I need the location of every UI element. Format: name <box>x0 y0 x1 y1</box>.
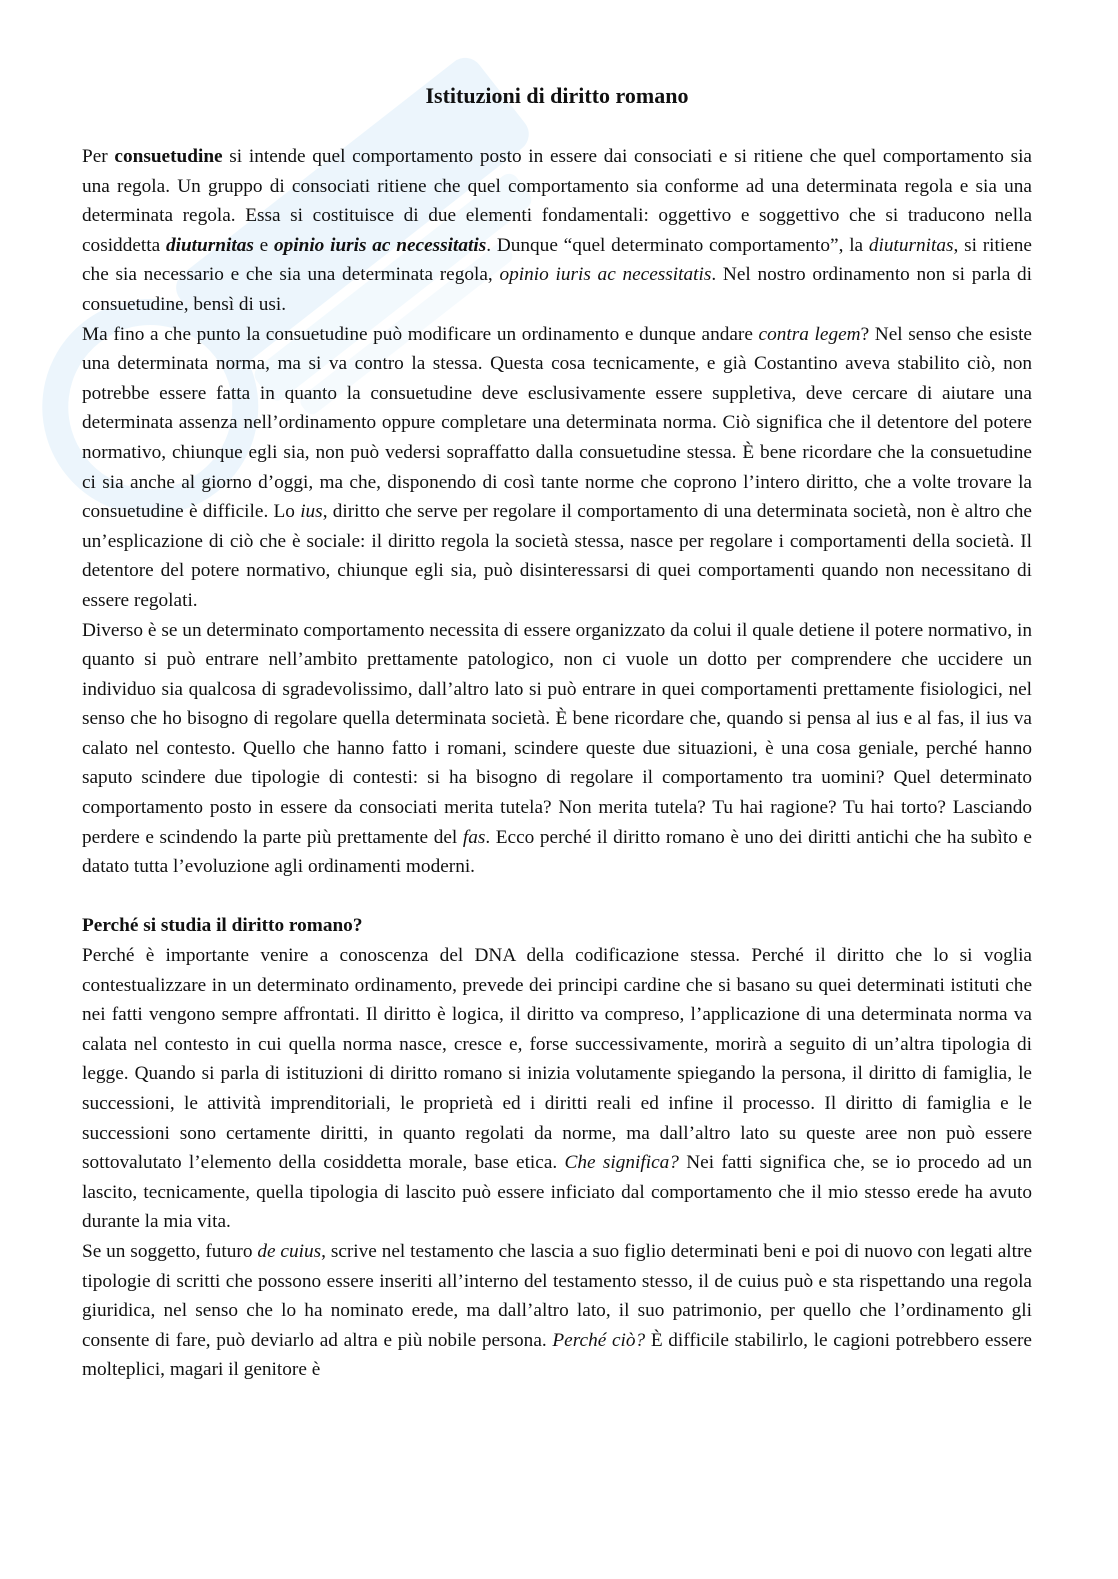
section-heading: Perché si studia il diritto romano? <box>82 915 363 937</box>
page-title: Istituzioni di diritto romano <box>425 83 689 108</box>
paragraph-de-cuius: Se un soggetto, futuro de cuius, scrive nel testamento che lascia a suo figlio determinati beni e poi di nuovo con legati altre tipologie di scritti che possono essere inseriti all’interno del testamento stesso, il de cuius può e sta rispettando una regola giuridica, nel senso che lo ha nominato erede, ma dall’altro lato, il suo patrimonio, per quello che l’ordinamento gli consente di fare, può deviarlo ad altra e più nobile persona. Perché ciò? È difficile stabilirlo, le cagioni potrebbero essere molteplici, magari il genitore è <box>82 1240 1033 1381</box>
document-page <box>82 82 1032 1385</box>
paragraph-perche-studia: Perché è importante venire a conoscenza del DNA della codificazione stessa. Perché il diritto che lo si voglia contestualizzare in un determinato ordinamento, prevede dei principi cardine che si basano su quei determinati istituti che nei fatti vengono sempre affrontati. Il diritto è logica, il diritto va compreso, l’applicazione di una determinata norma va calata nel contesto in cui quella norma nasce, cresce e, forse successivamente, morirà a seguito di un’altra tipologia di legge. Quando si parla di istituzioni di diritto romano si inizia volutamente spiegando la persona, il diritto di famiglia, le successioni, le attività imprenditoriali, le proprietà ed i diritti reali ed infine il processo. Il diritto di famiglia e le successioni sono certamente diritti, in quanto regolati da norme, ma dall’altro lato su queste aree non può essere sottovalutato l’elemento della cosiddetta morale, base etica. Che significa? Nei fatti significa che, se io procedo ad un lascito, tecnicamente, quella tipologia di lascito può essere inficiato dal comportamento che il mio stesso erede ha avuto durante la mia vita. <box>82 945 1032 1233</box>
paragraph-contra-legem: Ma fino a che punto la consuetudine può modificare un ordinamento e dunque andare contra legem? Nel senso che esiste una determinata norma, ma si va contro la stessa. Questa cosa tecnicamente, e già Costantino aveva stabilito ciò, non potrebbe essere fatta in quanto la consuetudine deve esclusivamente essere suppletiva, deve cercare di aiutare una determinata assenza nell’ordinamento oppure completare una determinata norma. Ciò significa che il detentore del potere normativo, chiunque egli sia, non può vedersi sopraffatto dalla consuetudine stessa. È bene ricordare che la consuetudine ci sia anche al giorno d’oggi, ma che, disponendo di così tante norme che coprono l’intero diritto, che a volte trovare la consuetudine è difficile. Lo ius, diritto che serve per regolare il comportamento di una determinata società, non è altro che un’esplicazione di ciò che è sociale: il diritto regola la società stessa, nasce per regolare i comportamenti della società. Il detentore del potere normativo, chiunque egli sia, può disinteressarsi di quei comportamenti quando non necessitano di essere regolati. <box>82 323 1032 611</box>
paragraph-ius-fas: Diverso è se un determinato comportamento necessita di essere organizzato da colui il quale detiene il potere normativo, in quanto si può entrare nell’ambito prettamente patologico, non ci vuole un dotto per comprendere che uccidere un individuo sia qualcosa di sgradevolissimo, dall’altro lato si può entrare in quei comportamenti prettamente fisiologici, nel senso che ho bisogno di regolare quella determinata società. È bene ricordare che, quando si pensa al ius e al fas, il ius va calato nel contesto. Quello che hanno fatto i romani, scindere queste due situazioni, è una cosa geniale, perché hanno saputo scindere due tipologie di contesti: si ha bisogno di regolare il comportamento tra uomini? Quel determinato comportamento posto in essere da consociati merita tutela? Non merita tutela? Tu hai ragione? Tu hai torto? Lasciando perdere e scindendo la parte più prettamente del fas. Ecco perché il diritto romano è uno dei diritti antichi che ha subìto e datato tutta l’evoluzione agli ordinamenti moderni. <box>82 619 1032 878</box>
paragraph-consuetudine: Per consuetudine si intende quel comportamento posto in essere dai consociati e si ritiene che quel comportamento sia una regola. Un gruppo di consociati ritiene che quel comportamento sia conforme ad una determinata regola e sia una determinata regola. Essa si costituisce di due elementi fondamentali: oggettivo e soggettivo che si traducono nella cosiddetta diuturnitas e opinio iuris ac necessitatis. Dunque “quel determinato comportamento”, la diuturnitas, si ritiene che sia necessario e che sia una determinata regola, opinio iuris ac necessitatis. Nel nostro ordinamento non si parla di consuetudine, bensì di usi. <box>82 146 1032 315</box>
